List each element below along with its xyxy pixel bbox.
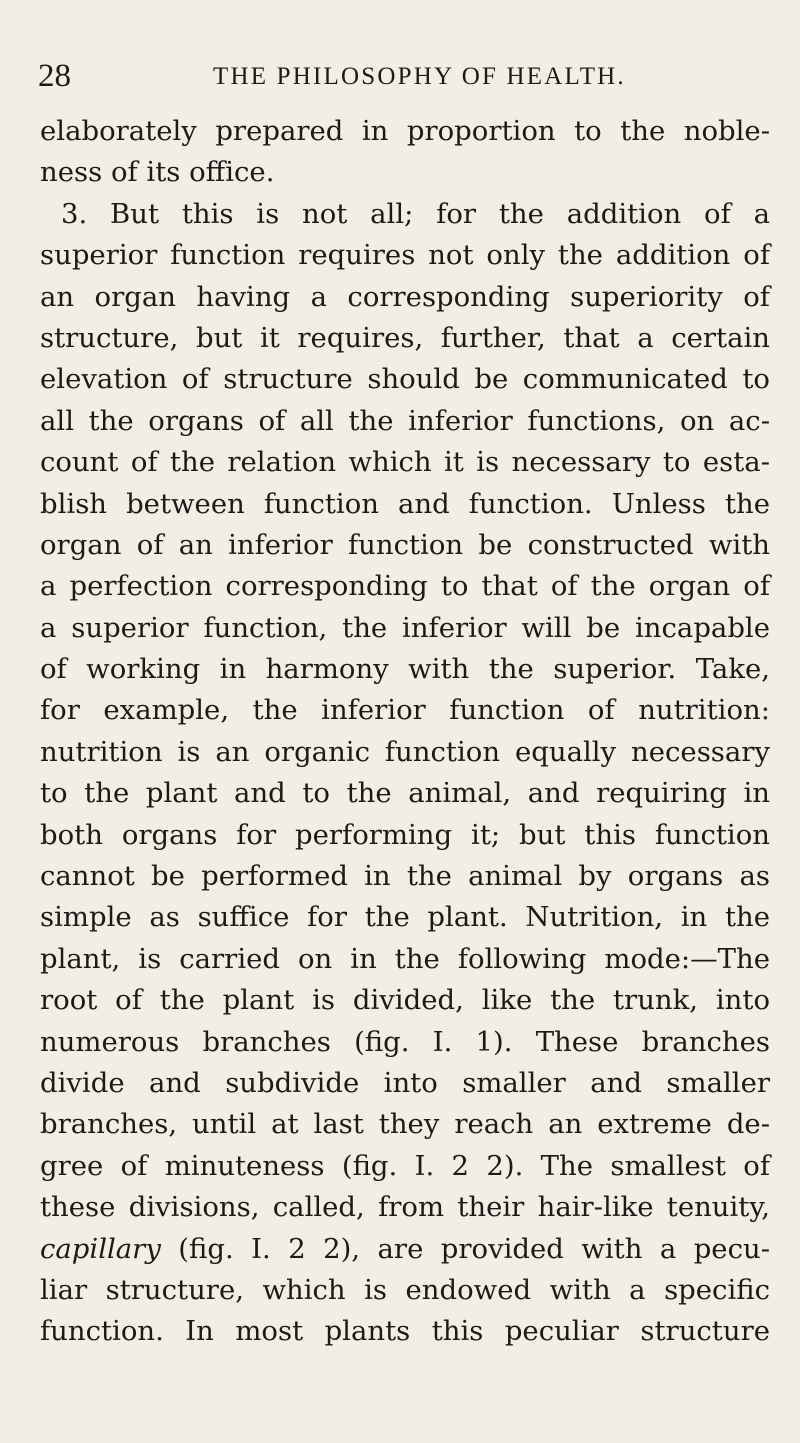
text-line: nutrition is an organic function equally necessary	[40, 735, 770, 768]
text-line: these divisions, called, from their hair-like tenuity,	[40, 1191, 770, 1224]
text-line: divide and subdivide into smaller and smaller	[40, 1066, 770, 1099]
text-line	[40, 1229, 770, 1270]
text-line: simple as suffice for the plant. Nutrition, in the	[40, 901, 770, 934]
text-line: root of the plant is divided, like the trunk, into	[40, 984, 770, 1017]
text-line: cannot be performed in the animal by organs as	[40, 860, 770, 893]
text-line: 3. But this is not all; for the addition of a	[61, 197, 770, 230]
text-line: elaborately prepared in proportion to the noble-	[40, 115, 770, 147]
running-head	[38, 56, 760, 96]
text-line: structure, but it requires, further, that a certain	[40, 321, 770, 354]
text-line: an organ having a corresponding superiority of	[40, 280, 770, 313]
text-line: both organs for performing it; but this function	[40, 818, 770, 851]
text-line: of working in harmony with the superior. Take,	[40, 653, 770, 686]
text-line: a superior function, the inferior will be incapable	[40, 611, 770, 644]
text-line: plant, is carried on in the following mode:—The	[40, 942, 770, 975]
text-line: count of the relation which it is necessary to esta-	[40, 446, 770, 479]
text-line: blish between function and function. Unless the	[40, 487, 770, 520]
italic-term: capillary	[40, 1232, 161, 1265]
text-line: all the organs of all the inferior functions, on ac-	[40, 404, 770, 437]
text-line: a perfection corresponding to that of the organ of	[40, 570, 770, 603]
text-line: superior function requires not only the addition of	[40, 239, 770, 272]
text-line: branches, until at last they reach an extreme de-	[40, 1108, 770, 1141]
text-line: elevation of structure should be communicated to	[40, 363, 770, 396]
running-title: THE PHILOSOPHY OF HEALTH.	[213, 63, 626, 90]
text-line: function. In most plants this peculiar structure	[40, 1315, 770, 1348]
text-line: organ of an inferior function be constructed with	[40, 528, 770, 561]
text-line-rest: (fig. I. 2 2), are provided with a pecu-	[160, 1232, 770, 1265]
text-line: gree of minuteness (fig. I. 2 2). The smallest of	[40, 1149, 770, 1182]
text-line: liar structure, which is endowed with a specific	[40, 1273, 770, 1306]
page-number: 28	[38, 58, 71, 94]
text-line: to the plant and to the animal, and requiring in	[40, 777, 770, 810]
text-line: ness of its office.	[40, 156, 275, 189]
body-text	[40, 111, 770, 1353]
text-line: numerous branches (fig. I. 1). These branches	[40, 1025, 770, 1058]
text-line: for example, the inferior function of nutrition:	[40, 694, 770, 727]
